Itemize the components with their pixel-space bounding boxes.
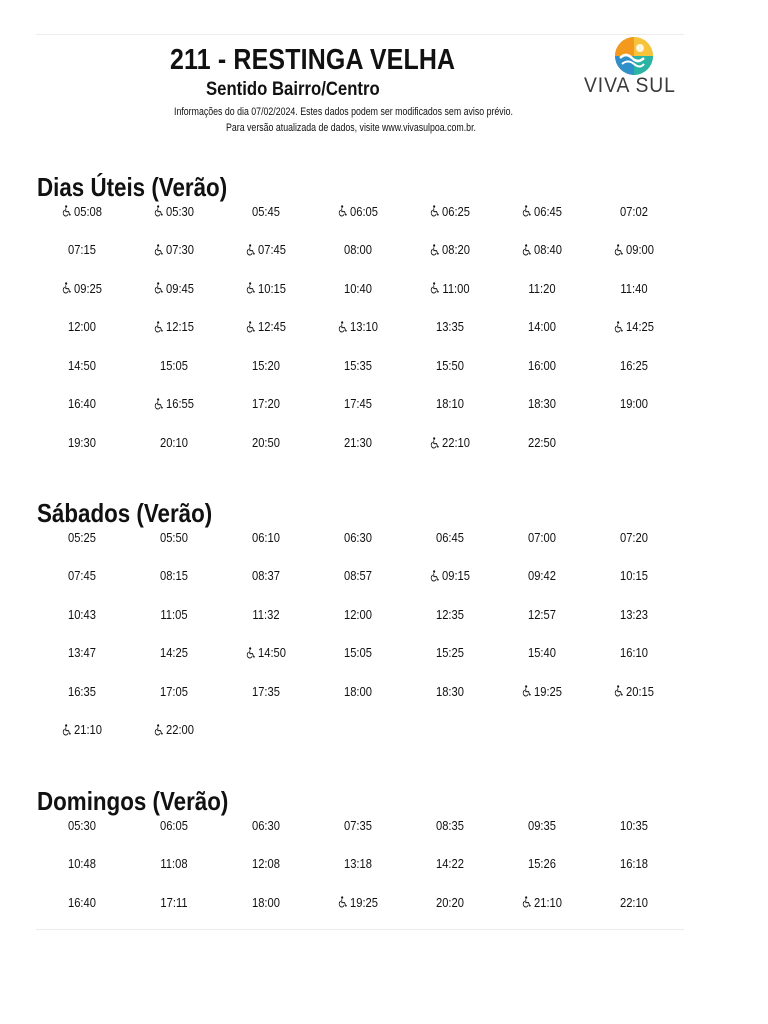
departure-time <box>594 241 673 259</box>
time-label: 16:10 <box>619 645 648 661</box>
departure-time <box>410 202 489 220</box>
departure-time <box>594 893 673 911</box>
departure-time <box>410 816 489 834</box>
times-grid <box>36 202 726 472</box>
page-title: 211 - RESTINGA VELHA <box>170 44 456 76</box>
time-label: 09:42 <box>527 568 556 584</box>
time-label: 20:50 <box>251 435 280 451</box>
time-label: 17:20 <box>251 396 280 412</box>
wheelchair-icon <box>246 282 255 294</box>
departure-time <box>134 893 213 911</box>
time-label: 10:48 <box>67 856 96 872</box>
time-label: 07:45 <box>67 568 96 584</box>
departure-time <box>502 528 581 546</box>
departure-time <box>410 434 489 452</box>
time-label: 06:30 <box>343 529 372 545</box>
departure-time <box>410 567 489 585</box>
time-label: 06:10 <box>251 529 280 545</box>
time-label: 12:00 <box>67 319 96 335</box>
departure-time <box>134 279 213 297</box>
wheelchair-icon <box>338 321 347 333</box>
time-label: 08:37 <box>251 568 280 584</box>
departure-time <box>410 318 489 336</box>
time-label: 08:57 <box>343 568 372 584</box>
departure-time <box>134 395 213 413</box>
departure-time <box>502 434 581 452</box>
time-label: 06:25 <box>442 203 471 219</box>
time-label: 06:45 <box>435 529 464 545</box>
departure-time <box>502 605 581 623</box>
departure-time <box>502 356 581 374</box>
time-label: 06:30 <box>251 817 280 833</box>
time-label: 11:08 <box>160 856 188 872</box>
wheelchair-icon <box>522 685 531 697</box>
departure-time <box>410 855 489 873</box>
departure-time <box>318 528 397 546</box>
departure-time <box>42 356 121 374</box>
time-label: 22:10 <box>619 894 648 910</box>
time-label: 19:25 <box>350 894 379 910</box>
departure-time <box>318 318 397 336</box>
time-label: 11:32 <box>252 606 280 622</box>
departure-time <box>42 202 121 220</box>
departure-time <box>594 356 673 374</box>
departure-time <box>318 241 397 259</box>
wheelchair-icon <box>430 244 439 256</box>
departure-time <box>410 644 489 662</box>
time-label: 05:25 <box>67 529 96 545</box>
departure-time <box>134 528 213 546</box>
time-label: 22:10 <box>442 435 471 451</box>
departure-time <box>226 816 305 834</box>
wheelchair-icon <box>430 205 439 217</box>
departure-time <box>134 356 213 374</box>
departure-time <box>410 528 489 546</box>
wheelchair-icon <box>62 724 71 736</box>
time-label: 14:22 <box>435 856 464 872</box>
departure-time <box>134 721 213 739</box>
departure-time <box>318 395 397 413</box>
time-label: 10:40 <box>343 280 372 296</box>
time-label: 14:50 <box>67 357 96 373</box>
departure-time <box>594 395 673 413</box>
departure-time <box>502 644 581 662</box>
viva-sul-logo <box>584 36 684 100</box>
time-label: 21:30 <box>343 435 372 451</box>
time-label: 12:08 <box>251 856 280 872</box>
time-label: 09:00 <box>626 242 655 258</box>
wheelchair-icon <box>430 570 439 582</box>
wheelchair-icon <box>154 321 163 333</box>
time-label: 07:15 <box>67 242 96 258</box>
departure-time <box>502 279 581 297</box>
departure-time <box>502 567 581 585</box>
time-label: 14:50 <box>258 645 287 661</box>
time-label: 06:45 <box>534 203 563 219</box>
departure-time <box>318 567 397 585</box>
time-label: 08:00 <box>343 242 372 258</box>
departure-time <box>42 318 121 336</box>
wheelchair-icon <box>62 282 71 294</box>
departure-time <box>226 356 305 374</box>
time-label: 09:35 <box>527 817 556 833</box>
time-label: 18:30 <box>435 683 464 699</box>
departure-time <box>42 528 121 546</box>
wheelchair-icon <box>154 724 163 736</box>
time-label: 06:05 <box>159 817 188 833</box>
departure-time <box>318 356 397 374</box>
departure-time <box>318 605 397 623</box>
time-label: 10:43 <box>67 606 96 622</box>
time-label: 10:15 <box>619 568 648 584</box>
departure-time <box>226 567 305 585</box>
departure-time <box>594 644 673 662</box>
time-label: 20:10 <box>159 435 188 451</box>
time-label: 12:45 <box>258 319 287 335</box>
wheelchair-icon <box>246 647 255 659</box>
time-label: 08:40 <box>534 242 563 258</box>
wheelchair-icon <box>338 205 347 217</box>
time-label: 13:23 <box>619 606 648 622</box>
top-divider <box>36 34 684 35</box>
time-label: 05:08 <box>74 203 103 219</box>
time-label: 11:00 <box>442 280 470 296</box>
departure-time <box>42 241 121 259</box>
section-title: Dias Úteis (Verão) <box>37 172 228 202</box>
departure-time <box>318 644 397 662</box>
time-label: 11:05 <box>160 606 188 622</box>
time-label: 19:00 <box>619 396 648 412</box>
wheelchair-icon <box>614 321 623 333</box>
departure-time <box>318 816 397 834</box>
departure-time <box>134 816 213 834</box>
wheelchair-icon <box>430 437 439 449</box>
page-subtitle: Sentido Bairro/Centro <box>206 79 380 100</box>
time-label: 20:15 <box>626 683 655 699</box>
time-label: 07:00 <box>527 529 556 545</box>
time-label: 09:45 <box>166 280 195 296</box>
departure-time <box>134 682 213 700</box>
page-header <box>0 40 768 140</box>
departure-time <box>594 318 673 336</box>
time-label: 07:20 <box>619 529 648 545</box>
time-label: 07:45 <box>258 242 287 258</box>
departure-time <box>226 644 305 662</box>
time-label: 15:35 <box>343 357 372 373</box>
time-label: 15:05 <box>343 645 372 661</box>
time-label: 17:11 <box>160 894 188 910</box>
departure-time <box>134 644 213 662</box>
time-label: 15:25 <box>435 645 464 661</box>
time-label: 22:50 <box>527 435 556 451</box>
departure-time <box>410 356 489 374</box>
time-label: 15:50 <box>435 357 464 373</box>
time-label: 08:15 <box>159 568 188 584</box>
departure-time <box>410 605 489 623</box>
departure-time <box>134 855 213 873</box>
time-label: 10:35 <box>619 817 648 833</box>
departure-time <box>318 434 397 452</box>
departure-time <box>502 682 581 700</box>
time-label: 16:40 <box>67 894 96 910</box>
departure-time <box>42 721 121 739</box>
section-title: Domingos (Verão) <box>37 786 229 816</box>
time-label: 21:10 <box>74 722 103 738</box>
departure-time <box>410 279 489 297</box>
time-label: 12:00 <box>343 606 372 622</box>
time-label: 16:40 <box>67 396 96 412</box>
time-label: 08:20 <box>442 242 471 258</box>
departure-time <box>318 855 397 873</box>
time-label: 14:25 <box>626 319 655 335</box>
departure-time <box>410 682 489 700</box>
departure-time <box>226 434 305 452</box>
time-label: 09:25 <box>74 280 103 296</box>
time-label: 17:45 <box>343 396 372 412</box>
time-label: 18:00 <box>343 683 372 699</box>
time-label: 17:05 <box>159 683 188 699</box>
departure-time <box>594 528 673 546</box>
wheelchair-icon <box>246 244 255 256</box>
departure-time <box>594 855 673 873</box>
time-label: 15:05 <box>159 357 188 373</box>
wheelchair-icon <box>154 282 163 294</box>
departure-time <box>134 567 213 585</box>
wheelchair-icon <box>154 205 163 217</box>
departure-time <box>134 605 213 623</box>
departure-time <box>594 567 673 585</box>
departure-time <box>226 279 305 297</box>
time-label: 17:35 <box>251 683 280 699</box>
departure-time <box>42 279 121 297</box>
wheelchair-icon <box>522 205 531 217</box>
departure-time <box>226 528 305 546</box>
departure-time <box>318 682 397 700</box>
time-label: 07:02 <box>619 203 648 219</box>
time-label: 12:35 <box>435 606 464 622</box>
departure-time <box>226 682 305 700</box>
time-label: 16:18 <box>619 856 648 872</box>
times-grid <box>36 528 726 760</box>
departure-time <box>226 605 305 623</box>
time-label: 08:35 <box>435 817 464 833</box>
departure-time <box>594 682 673 700</box>
departure-time <box>226 318 305 336</box>
departure-time <box>42 567 121 585</box>
departure-time <box>42 644 121 662</box>
wheelchair-icon <box>522 896 531 908</box>
time-label: 15:20 <box>251 357 280 373</box>
time-label: 15:40 <box>527 645 556 661</box>
departure-time <box>502 816 581 834</box>
departure-time <box>502 318 581 336</box>
departure-time <box>42 816 121 834</box>
wheelchair-icon <box>246 321 255 333</box>
time-label: 13:10 <box>350 319 379 335</box>
departure-time <box>42 682 121 700</box>
time-label: 22:00 <box>166 722 195 738</box>
wheelchair-icon <box>430 282 439 294</box>
time-label: 13:47 <box>67 645 96 661</box>
departure-time <box>226 241 305 259</box>
departure-time <box>226 202 305 220</box>
times-grid <box>36 816 726 932</box>
departure-time <box>42 893 121 911</box>
departure-time <box>134 434 213 452</box>
time-label: 16:55 <box>166 396 195 412</box>
departure-time <box>318 893 397 911</box>
departure-time <box>410 893 489 911</box>
departure-time <box>502 855 581 873</box>
time-label: 16:35 <box>67 683 96 699</box>
wheelchair-icon <box>614 244 623 256</box>
website-note: Para versão atualizada de dados, visite www.vivasulpoa.com.br. <box>226 122 476 134</box>
time-label: 06:05 <box>350 203 379 219</box>
time-label: 15:26 <box>527 856 556 872</box>
departure-time <box>594 202 673 220</box>
wheelchair-icon <box>522 244 531 256</box>
departure-time <box>42 855 121 873</box>
time-label: 05:50 <box>159 529 188 545</box>
time-label: 13:35 <box>435 319 464 335</box>
time-label: 11:20 <box>528 280 556 296</box>
time-label: 14:25 <box>159 645 188 661</box>
time-label: 07:35 <box>343 817 372 833</box>
time-label: 05:30 <box>166 203 195 219</box>
departure-time <box>502 893 581 911</box>
time-label: 12:15 <box>166 319 195 335</box>
departure-time <box>318 279 397 297</box>
time-label: 12:57 <box>527 606 556 622</box>
departure-time <box>134 318 213 336</box>
departure-time <box>42 395 121 413</box>
departure-time <box>594 279 673 297</box>
time-label: 10:15 <box>258 280 287 296</box>
departure-time <box>134 202 213 220</box>
time-label: 16:00 <box>527 357 556 373</box>
departure-time <box>502 202 581 220</box>
departure-time <box>226 855 305 873</box>
section-title: Sábados (Verão) <box>37 498 213 528</box>
time-label: 11:40 <box>620 280 648 296</box>
departure-time <box>594 605 673 623</box>
time-label: 07:30 <box>166 242 195 258</box>
time-label: 18:00 <box>251 894 280 910</box>
departure-time <box>502 395 581 413</box>
departure-time <box>134 241 213 259</box>
departure-time <box>42 434 121 452</box>
bottom-divider <box>36 929 684 930</box>
time-label: 05:30 <box>67 817 96 833</box>
time-label: 20:20 <box>435 894 464 910</box>
departure-time <box>226 893 305 911</box>
logo-wordmark: VIVA SUL <box>584 74 676 97</box>
time-label: 05:45 <box>251 203 280 219</box>
time-label: 18:30 <box>527 396 556 412</box>
time-label: 21:10 <box>534 894 563 910</box>
wheelchair-icon <box>614 685 623 697</box>
time-label: 19:30 <box>67 435 96 451</box>
time-label: 19:25 <box>534 683 563 699</box>
time-label: 13:18 <box>343 856 372 872</box>
time-label: 18:10 <box>435 396 464 412</box>
wheelchair-icon <box>154 398 163 410</box>
wheelchair-icon <box>338 896 347 908</box>
departure-time <box>318 202 397 220</box>
departure-time <box>410 395 489 413</box>
departure-time <box>226 395 305 413</box>
departure-time <box>594 816 673 834</box>
departure-time <box>502 241 581 259</box>
disclaimer-note: Informações do dia 07/02/2024. Estes dados podem ser modificados sem aviso prévio. <box>174 106 513 118</box>
wheelchair-icon <box>62 205 71 217</box>
time-label: 14:00 <box>527 319 556 335</box>
departure-time <box>42 605 121 623</box>
wheelchair-icon <box>154 244 163 256</box>
time-label: 09:15 <box>442 568 471 584</box>
departure-time <box>410 241 489 259</box>
sun-wave-logo-icon <box>584 36 684 76</box>
time-label: 16:25 <box>619 357 648 373</box>
